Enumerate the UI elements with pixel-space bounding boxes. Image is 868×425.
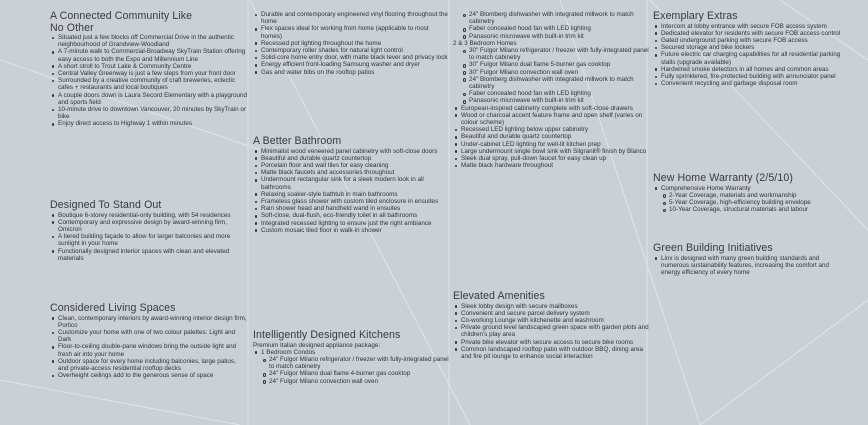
list-item: Intercom at lobby entrance with secure FOB access system — [653, 23, 845, 30]
list-connected-community — [50, 34, 248, 128]
list-item: Convenient and secure parcel delivery system — [453, 310, 650, 317]
section-new-home-warranty — [653, 173, 845, 213]
section-considered-living-spaces — [50, 303, 248, 379]
heading-better-bathroom: A Better Bathroom — [253, 135, 342, 147]
list-item: Central Valley Greenway is just a few steps from your front door — [50, 70, 248, 77]
list-item: Soft-close, dual-flush, eco-friendly toilet in all bathrooms — [253, 212, 449, 219]
list-designed-to-stand-out — [50, 212, 248, 262]
section-kitchens-continued — [453, 11, 650, 169]
list-item: Functionally designed interior spaces with clean and elevated materials — [50, 248, 248, 262]
list-item: Rain shower head and handheld wand in ensuites — [253, 205, 449, 212]
list-item: 1 Bedroom Condos — [253, 349, 449, 356]
section-elevated-amenities — [453, 291, 650, 360]
list-item: 30" Fulgor Milano convection wall oven — [453, 69, 650, 76]
list-item: Integrated recessed lighting to ensure just the right ambiance — [253, 220, 449, 227]
list-green-building — [653, 255, 845, 277]
heading-considered-living-spaces: Considered Living Spaces — [50, 302, 176, 314]
list-item: 24" Fulgor Milano dual flame 4-burner gas cooktop — [253, 370, 449, 377]
list-item: 10-Year Coverage, structural materials and labour — [653, 206, 845, 213]
list-item: 24" Fulgor Milano refrigerator / freezer with fully-integrated panel to match cabinetry — [253, 356, 449, 370]
list-better-bathroom — [253, 148, 449, 234]
list-new-home-warranty — [653, 185, 845, 214]
heading-connected-community: A Connected Community Like No Other — [50, 10, 193, 34]
list-item: Faber concealed hood fan with LED lighting — [453, 90, 650, 97]
list-item: Custom mosaic tiled floor in walk-in shower — [253, 227, 449, 234]
list-item: Hardwired smoke detectors in all homes and common areas — [653, 66, 845, 73]
list-item: Durable and contemporary engineered vinyl flooring throughout the home — [253, 11, 449, 25]
list-item: 5-Year Coverage, high-efficiency building envelope — [653, 199, 845, 206]
section-designed-to-stand-out — [50, 200, 248, 262]
list-item: Solid-core home entry door, with matte black lever and privacy lock — [253, 54, 449, 61]
section-better-bathroom — [253, 136, 449, 234]
list-item: 24" Blomberg dishwasher with integrated millwork to match cabinetry — [453, 11, 650, 25]
list-item: Relaxing soaker-style bathtub in main bathrooms — [253, 191, 449, 198]
list-item: 2-Year Coverage, materials and workmanship — [653, 192, 845, 199]
list-item: Customize your home with one of two colour palettes: Light and Dark — [50, 329, 248, 343]
list-item: A 7-minute walk to Commercial-Broadway SkyTrain Station offering easy access to both the Expo and Millennium Line — [50, 48, 248, 62]
list-item: Fully sprinklered, fire-protected building with annunciator panel — [653, 73, 845, 80]
list-item: A couple doors down is Laura Secord Elementary with a playground and sports field — [50, 92, 248, 106]
list-item: Contemporary and expressive design by award-winning firm, Omicron — [50, 219, 248, 233]
list-item: Faber concealed hood fan with LED lighting — [453, 25, 650, 32]
kitchen-intro: Premium Italian designed appliance package: — [253, 341, 381, 349]
list-interior-features — [253, 11, 449, 76]
list-kitchens-continued — [453, 11, 650, 169]
list-item: Porcelain floor and wall tiles for easy cleaning — [253, 162, 449, 169]
list-item: Future electric car charging capabilities for all residential parking stalls (upgrade available) — [653, 51, 845, 65]
list-item: Beautiful and durable quartz countertop — [253, 155, 449, 162]
list-item: Secured storage and bike lockers — [653, 44, 845, 51]
list-item: Matte black hardware throughout — [453, 162, 650, 169]
list-item: Matte black faucets and accessories throughout — [253, 169, 449, 176]
list-item: 2 & 3 Bedroom Homes — [453, 39, 517, 47]
list-item: Flex spaces ideal for working from home (applicable to most homes) — [253, 25, 449, 39]
list-item: Linx is designed with many green building standards and numerous sustainability features, increasing the comfort and energy efficiency of every home — [653, 255, 845, 277]
list-item: Overheight ceilings add to the generous sense of space — [50, 372, 248, 379]
list-item: Surrounded by a creative community of craft breweries, eclectic cafes + restaurants and local boutiques — [50, 77, 248, 91]
heading-designed-to-stand-out: Designed To Stand Out — [50, 199, 162, 211]
section-kitchens — [253, 330, 449, 385]
list-item: European-inspired cabinetry complete with soft-close drawers — [453, 105, 650, 112]
list-item: Enjoy direct access to Highway 1 within minutes — [50, 120, 248, 127]
list-considered-living-spaces — [50, 315, 248, 380]
list-item: Undermount rectangular sink for a sleek modern look in all bathrooms — [253, 176, 449, 190]
list-item: Panasonic microwave with built-in trim kit — [453, 97, 650, 104]
list-item: Situated just a few blocks off Commercial Drive in the authentic neighbourhood of Grandview-Woodland — [50, 34, 248, 48]
heading-kitchens: Intelligently Designed Kitchens — [253, 329, 401, 341]
list-item: A tiered building façade to allow for larger balconies and more sunlight in your home — [50, 233, 248, 247]
list-item: Sleek dual spray, pull-down faucet for easy clean up — [453, 155, 650, 162]
list-item: Dedicated elevator for residents with secure FOB access control — [653, 30, 845, 37]
list-item: 30" Fulgor Milano dual flame 5-burner gas cooktop — [453, 61, 650, 68]
list-item: Co-working Lounge with kitchenette and washroom — [453, 317, 650, 324]
list-item: 24" Blomberg dishwasher with integrated millwork to match cabinetry — [453, 76, 650, 90]
list-item: 10-minute drive to downtown Vancouver, 20 minutes by SkyTrain or bike — [50, 106, 248, 120]
list-item: 30" Fulgor Milano refrigerator / freezer with fully-integrated panel to match cabinetry — [453, 47, 650, 61]
heading-new-home-warranty: New Home Warranty (2/5/10) — [653, 172, 793, 184]
list-item: Gas and water bibs on the rooftop patios — [253, 69, 449, 76]
list-item: Frameless glass shower with custom tiled enclosure in ensuites — [253, 198, 449, 205]
list-item: Panasonic microwave with built-in trim kit — [453, 33, 650, 40]
list-item: Recessed pot lighting throughout the home — [253, 40, 449, 47]
list-item: Beautiful and durable quartz countertop — [453, 133, 650, 140]
list-item: Gated underground parking with secure FOB access — [653, 37, 845, 44]
heading-elevated-amenities: Elevated Amenities — [453, 290, 545, 302]
list-item: Outdoor space for every home including balconies, large patios, and private-access residential rooftop decks — [50, 358, 248, 372]
heading-exemplary-extras: Exemplary Extras — [653, 10, 738, 22]
list-elevated-amenities — [453, 303, 650, 361]
list-item: Wood or charcoal accent feature frame and open shelf (varies on colour scheme) — [453, 112, 650, 126]
list-item: Recessed LED lighting below upper cabinetry — [453, 126, 650, 133]
section-exemplary-extras — [653, 11, 845, 87]
list-item: Common landscaped rooftop patio with outdoor BBQ, dining area and fire pit lounge to enhance social interaction — [453, 346, 650, 360]
section-interior-features — [253, 11, 449, 76]
list-item: Floor-to-ceiling double-pane windows bring the outside light and fresh air into your home — [50, 343, 248, 357]
list-item: Clean, contemporary interiors by award-winning interior design firm, Portico — [50, 315, 248, 329]
list-item: Private bike elevator with secure access to secure bike rooms — [453, 339, 650, 346]
list-item: Energy efficient front-loading Samsung washer and dryer — [253, 61, 449, 68]
list-item: Boutique 6-storey residential-only building, with 54 residences — [50, 212, 248, 219]
list-item: Comprehensive Home Warranty — [653, 185, 845, 192]
list-item: Large undermount single bowl sink with Silgranit® finish by Blanco — [453, 148, 650, 155]
list-item: 24" Fulgor Milano convection wall oven — [253, 378, 449, 385]
heading-green-building: Green Building Initiatives — [653, 242, 773, 254]
list-item: Under-cabinet LED lighting for well-lit kitchen prep — [453, 141, 650, 148]
list-item: Convenient recycling and garbage disposal room — [653, 80, 845, 87]
list-kitchens — [253, 349, 449, 385]
list-exemplary-extras — [653, 23, 845, 88]
section-connected-community — [50, 11, 248, 128]
section-green-building — [653, 243, 845, 276]
list-item: Sleek lobby design with secure mailboxes — [453, 303, 650, 310]
list-item: Minimalist wood veneered panel cabinetry with soft-close doors — [253, 148, 449, 155]
list-item: Contemporary roller shades for natural light control — [253, 47, 449, 54]
list-item: Private ground level landscaped green space with garden plots and children's play area — [453, 324, 650, 338]
list-item: A short stroll to Trout Lake & Community Centre — [50, 63, 248, 70]
